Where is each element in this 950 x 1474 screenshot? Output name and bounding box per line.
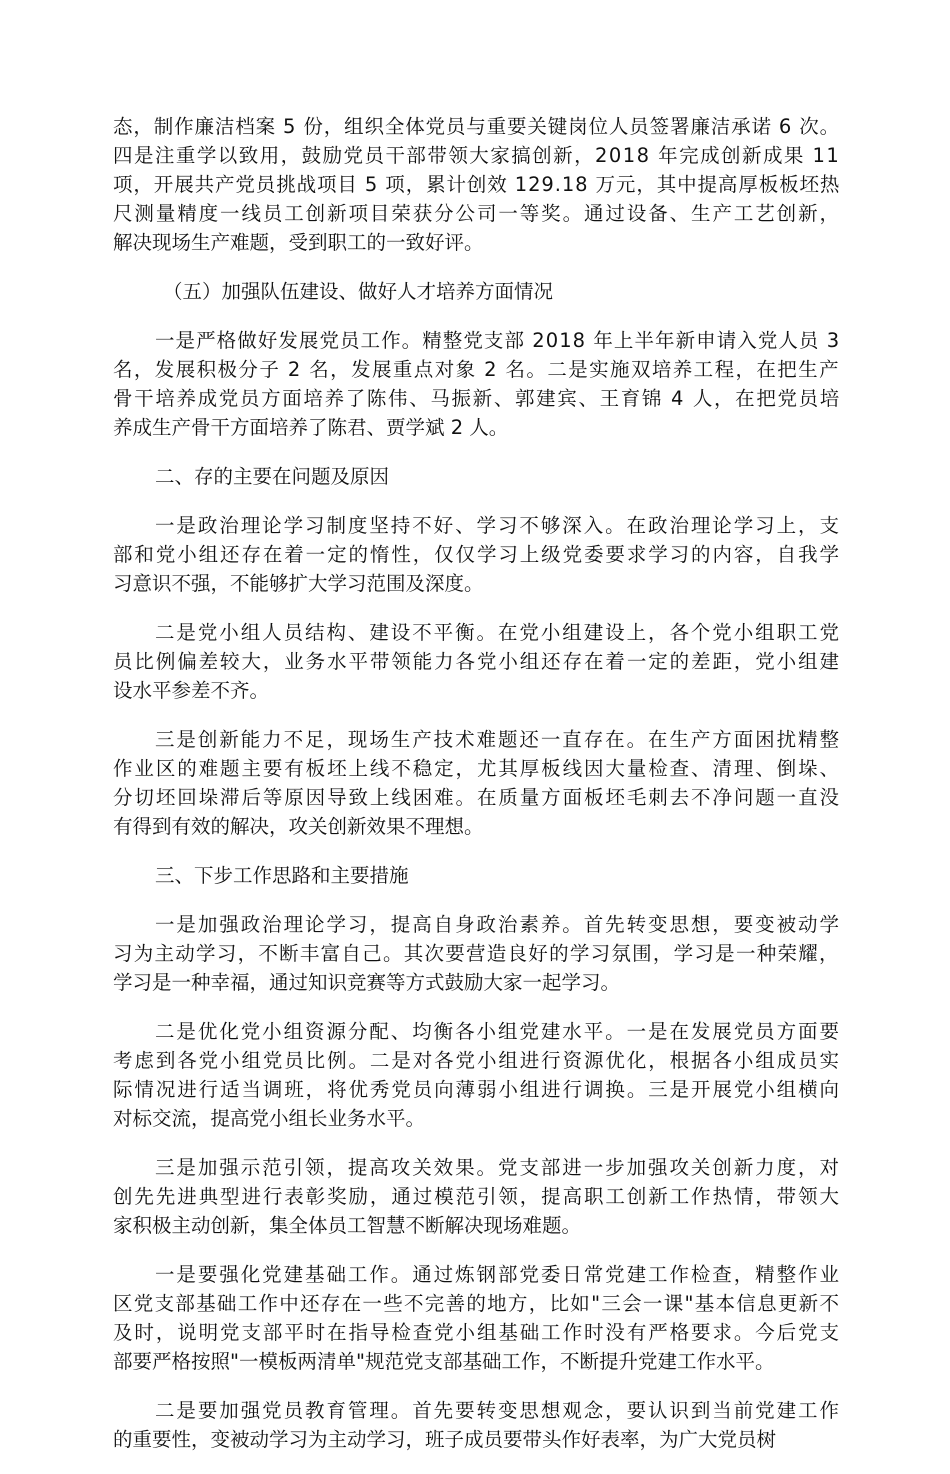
paragraph-problem-study — [113, 511, 839, 598]
text-line: 一是加强政治理论学习，提高自身政治素养。首先转变思想，要变被动学 — [155, 913, 841, 936]
paragraph-measure-foundation — [113, 1260, 839, 1376]
text-line: 员比例偏差较大，业务水平带领能力各党小组还存在着一定的差距，党小组建 — [113, 650, 841, 673]
text-line: 骨干培养成党员方面培养了陈伟、马振新、郭建宾、王育锦 4 人，在把党员培 — [113, 387, 841, 410]
paragraph-integrity-innovation — [113, 112, 839, 257]
text-line: 对标交流，提高党小组长业务水平。 — [113, 1107, 426, 1130]
text-line: 习为主动学习，不断丰富自己。其次要营造良好的学习氛围，学习是一种荣耀， — [113, 942, 840, 965]
text-line: 的重要性，变被动学习为主动学习，班子成员要带头作好表率，为广大党员树 — [113, 1428, 777, 1451]
text-line: 学习是一种幸福，通过知识竞赛等方式鼓励大家一起学习。 — [113, 971, 621, 994]
text-line: 区党支部基础工作中还存在一些不完善的地方，比如"三会一课"基本信息更新不 — [113, 1292, 841, 1315]
document-page — [113, 112, 839, 1474]
heading-problems: 二、存的主要在问题及原因 — [155, 465, 390, 488]
paragraph-problem-innovation — [113, 725, 839, 841]
paragraph-measure-education — [113, 1396, 839, 1454]
text-line: 分切坯回垛滞后等原因导致上线困难。在质量方面板坯毛刺去不净问题一直没 — [113, 786, 841, 809]
heading-next-steps: 三、下步工作思路和主要措施 — [155, 864, 409, 887]
text-line: 三是创新能力不足，现场生产技术难题还一直存在。在生产方面困扰精整 — [155, 728, 841, 751]
paragraph-measure-study — [113, 910, 839, 997]
paragraph-measure-exemplar — [113, 1153, 839, 1240]
text-line: 际情况进行适当调班，将优秀党员向薄弱小组进行调换。三是开展党小组横向 — [113, 1078, 841, 1101]
text-line: 作业区的难题主要有板坯上线不稳定，尤其厚板线因大量检查、清理、倒垛、 — [113, 757, 841, 780]
text-line: 部和党小组还存在着一定的惰性，仅仅学习上级党委要求学习的内容，自我学 — [113, 543, 841, 566]
heading-team-building: （五）加强队伍建设、做好人才培养方面情况 — [163, 280, 554, 303]
text-line: 二是党小组人员结构、建设不平衡。在党小组建设上，各个党小组职工党 — [155, 621, 841, 644]
text-line: 三是加强示范引领，提高攻关效果。党支部进一步加强攻关创新力度，对 — [155, 1156, 841, 1179]
text-line: 一是政治理论学习制度坚持不好、学习不够深入。在政治理论学习上，支 — [155, 514, 841, 537]
text-line: 部要严格按照"一模板两清单"规范党支部基础工作，不断提升党建工作水平。 — [113, 1350, 775, 1373]
paragraph-member-development — [113, 326, 839, 442]
text-line: 解决现场生产难题，受到职工的一致好评。 — [113, 231, 484, 254]
text-line: 尺测量精度一线员工创新项目荣获分公司一等奖。通过设备、生产工艺创新， — [113, 202, 841, 225]
paragraph-measure-resources — [113, 1017, 839, 1133]
text-line: 态，制作廉洁档案 5 份，组织全体党员与重要关键岗位人员签署廉洁承诺 6 次。 — [113, 115, 840, 138]
text-line: 项，开展共产党员挑战项目 5 项，累计创效 129.18 万元，其中提高厚板板坯热 — [113, 173, 841, 196]
text-line: 设水平参差不齐。 — [113, 679, 270, 702]
text-line: 一是严格做好发展党员工作。精整党支部 2018 年上半年新申请入党人员 3 — [155, 329, 841, 352]
text-line: 有得到有效的解决，攻关创新效果不理想。 — [113, 815, 484, 838]
text-line: 考虑到各党小组党员比例。二是对各党小组进行资源优化，根据各小组成员实 — [113, 1049, 841, 1072]
text-line: 四是注重学以致用，鼓励党员干部带领大家搞创新，2018 年完成创新成果 11 — [113, 144, 841, 167]
text-line: 习意识不强，不能够扩大学习范围及深度。 — [113, 572, 484, 595]
text-line: 名，发展积极分子 2 名，发展重点对象 2 名。二是实施双培养工程，在把生产 — [113, 358, 840, 381]
text-line: 创先先进典型进行表彰奖励，通过模范引领，提高职工创新工作热情，带领大 — [113, 1185, 841, 1208]
text-line: 二是优化党小组资源分配、均衡各小组党建水平。一是在发展党员方面要 — [155, 1020, 841, 1043]
text-line: 养成生产骨干方面培养了陈君、贾学斌 2 人。 — [113, 416, 509, 439]
paragraph-problem-structure — [113, 618, 839, 705]
text-line: 二是要加强党员教育管理。首先要转变思想观念，要认识到当前党建工作 — [155, 1399, 841, 1422]
text-line: 一是要强化党建基础工作。通过炼钢部党委日常党建工作检查，精整作业 — [155, 1263, 841, 1286]
text-line: 家积极主动创新，集全体员工智慧不断解决现场难题。 — [113, 1214, 582, 1237]
text-line: 及时，说明党支部平时在指导检查党小组基础工作时没有严格要求。今后党支 — [113, 1321, 841, 1344]
